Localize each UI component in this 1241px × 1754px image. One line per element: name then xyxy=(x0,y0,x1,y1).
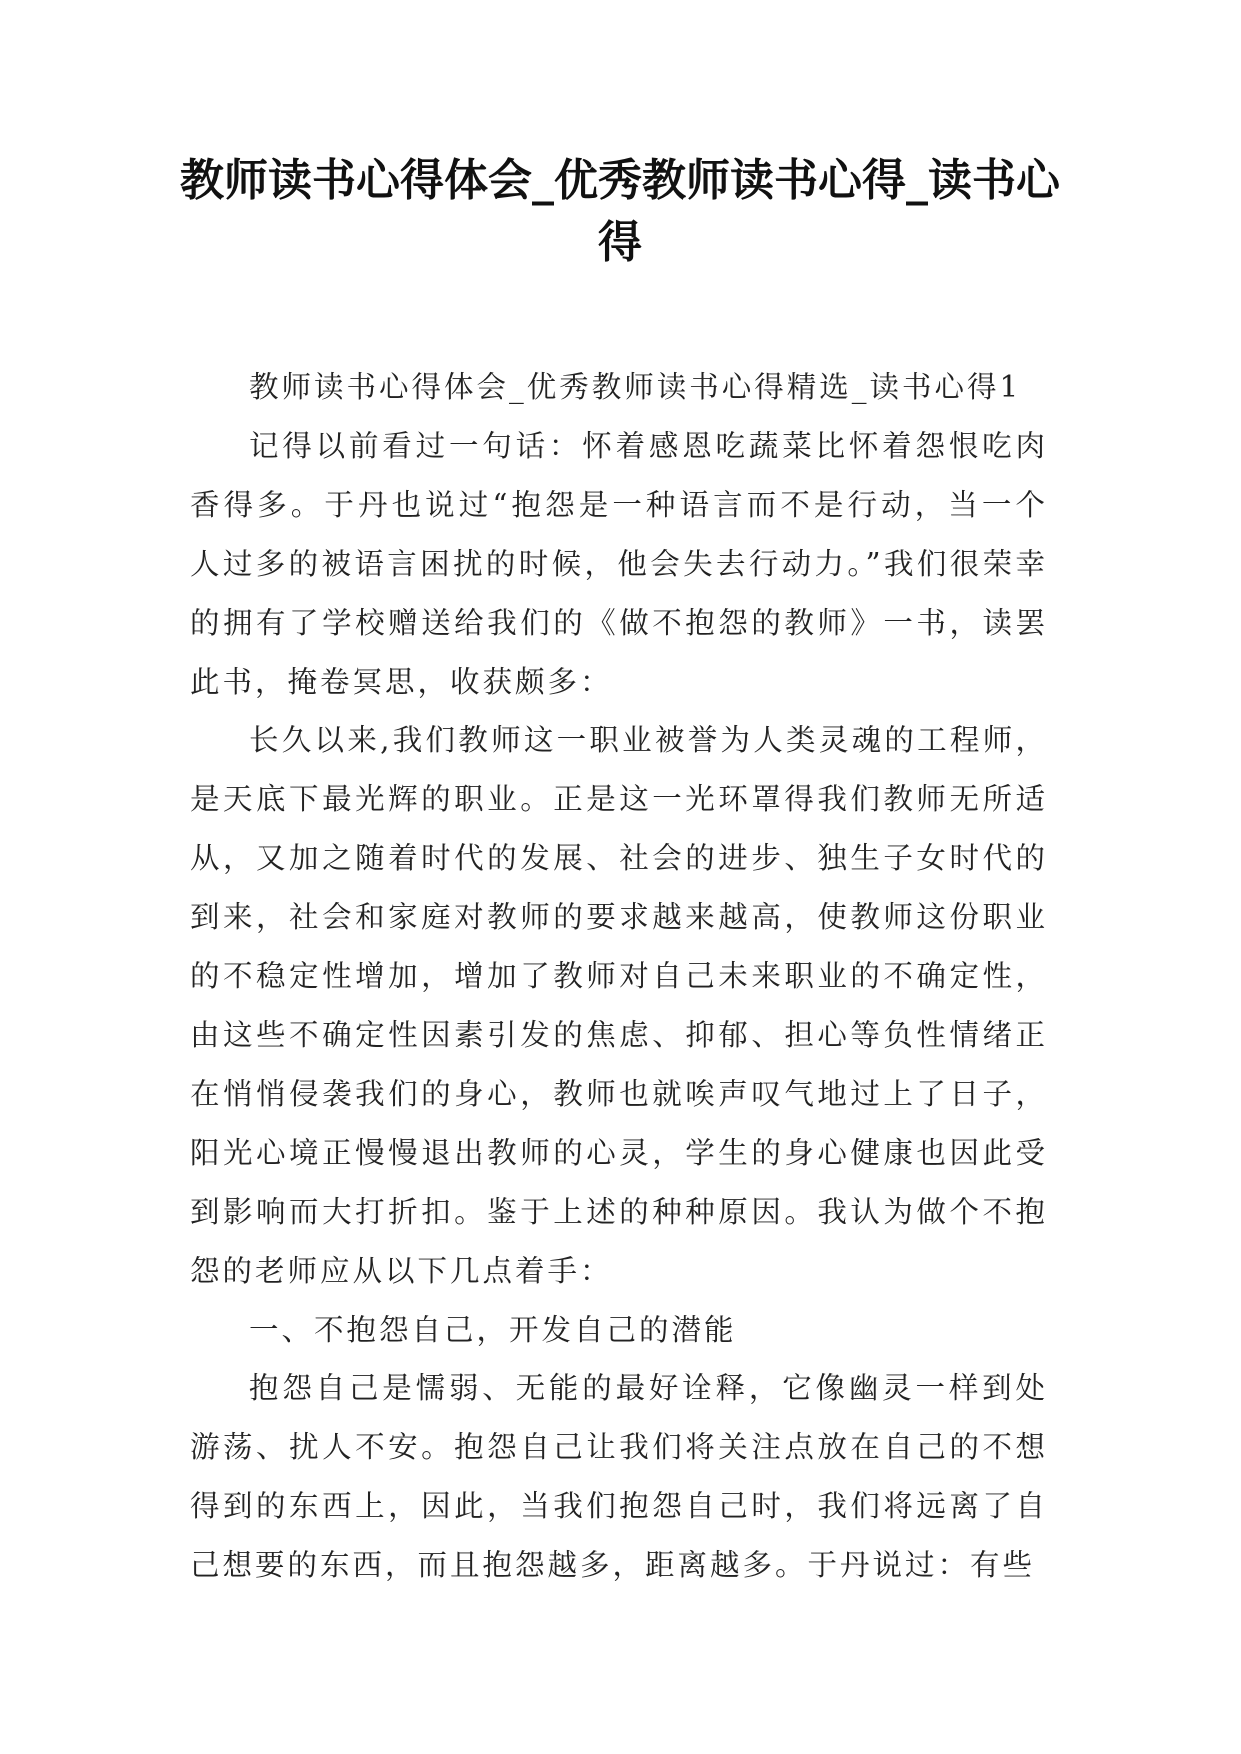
paragraph-section-1: 抱怨自己是懦弱、无能的最好诠释，它像幽灵一样到处游荡、扰人不安。抱怨自己让我们将关注点放在自己的不想得到的东西上，因此，当我们抱怨自己时，我们将远离了自己想要的东西，而且抱怨越多，距离越多。于丹说过：有些 xyxy=(190,1371,1048,1583)
section-heading-1: 一、不抱怨自己，开发自己的潜能 xyxy=(249,1312,737,1347)
paragraph-intro: 记得以前看过一句话：怀着感恩吃蔬菜比怀着怨恨吃肉香得多。于丹也说过“抱怨是一种语言而不是行动，当一个人过多的被语言困扰的时候，他会失去行动力。”我们很荣幸的拥有了学校赠送给我们的《做不抱怨的教师》一书，读罢此书，掩卷冥思，收获颇多： xyxy=(190,428,1048,699)
paragraph-heading-line: 教师读书心得体会_优秀教师读书心得精选_读书心得1 xyxy=(249,370,1022,404)
document-title: 教师读书心得体会_优秀教师读书心得_读书心得 xyxy=(180,155,1060,268)
document-body xyxy=(190,358,1048,1595)
paragraph-background: 长久以来,我们教师这一职业被誉为人类灵魂的工程师，是天底下最光辉的职业。正是这一光环罩得我们教师无所适从，又加之随着时代的发展、社会的进步、独生子女时代的到来，社会和家庭对教师的要求越来越高，使教师这份职业的不稳定性增加，增加了教师对自己未来职业的不确定性，由这些不确定性因素引发的焦虑、抑郁、担心等负性情绪正在悄悄侵袭我们的身心，教师也就唉声叹气地过上了日子，阳光心境正慢慢退出教师的心灵，学生的身心健康也因此受到影响而大打折扣。鉴于上述的种种原因。我认为做个不抱怨的老师应从以下几点着手： xyxy=(190,723,1048,1288)
